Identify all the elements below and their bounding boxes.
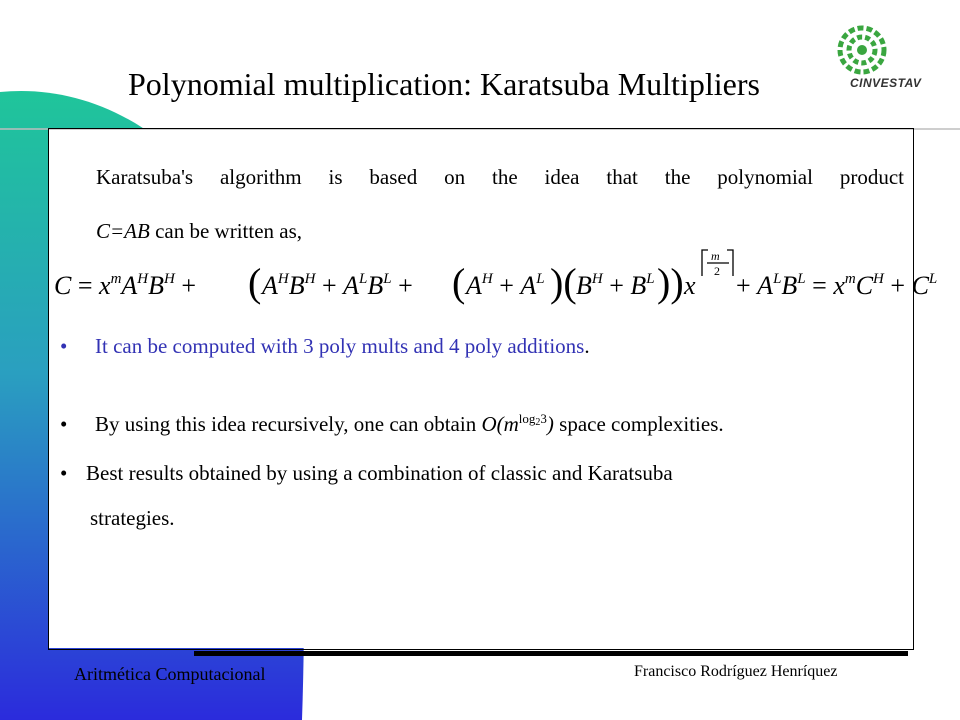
svg-text:BH + BL: $B^H + B^L$ (576, 271, 655, 300)
svg-text:)): )) (657, 260, 684, 305)
svg-text:AH + AL: $A^H + A^L$ (466, 271, 545, 300)
complexity-expression (481, 412, 553, 436)
gear-logo-icon (832, 20, 902, 82)
svg-text:x: x (684, 271, 696, 300)
intro-paragraph (96, 150, 904, 258)
bullet-recursive-prefix: By using this idea recursively, one can obtain (95, 412, 482, 436)
bullet-best-results-line2: strategies. (90, 506, 175, 530)
svg-text:)(: )( (550, 260, 577, 305)
slide-title: Polynomial multiplication: Karatsuba Multipliers (128, 66, 760, 102)
bullet-dot: • (60, 461, 68, 485)
footer-rule (194, 651, 908, 656)
intro-variable: C=AB (96, 219, 150, 243)
bullet-3-mults-period: . (584, 334, 590, 358)
bullet-recursive (60, 411, 724, 437)
footer-author: Francisco Rodríguez Henríquez (634, 663, 838, 680)
svg-text:(: ( (452, 260, 466, 305)
bullet-dot: • (60, 412, 68, 436)
cinvestav-logo (832, 20, 922, 100)
complexity-three: 3 (540, 411, 547, 426)
bullet-recursive-suffix: space complexities. (553, 412, 724, 436)
karatsuba-formula (52, 246, 938, 310)
complexity-log: log (518, 411, 536, 426)
complexity-base: 2 (535, 417, 541, 428)
svg-text:C = xmAHBH +: $C = x^mA^HB^H$ + (54, 271, 197, 300)
svg-text:(: ( (248, 260, 262, 305)
svg-text:+ ALBL = xmCH + CL: + $A^LB^L = x^mC^H + C^L$ (736, 271, 938, 300)
footer-course: Aritmética Computacional (74, 664, 266, 684)
svg-text:m: m (711, 249, 720, 263)
svg-text:AHBH + ALBL +: $A^HB^H + A^LB^L$ + (262, 271, 413, 300)
intro-line-2-text: can be written as, (149, 219, 303, 243)
complexity-O: O(m (481, 412, 519, 436)
bullet-best-results (60, 461, 673, 486)
bullet-dot: • (60, 334, 68, 358)
logo-text: CINVESTAV (850, 76, 922, 90)
bullet-3-mults (60, 334, 590, 359)
bullet-best-results-line1: Best results obtained by using a combination of classic and Karatsuba (86, 461, 673, 485)
intro-line-2 (96, 219, 302, 243)
intro-line-1: Karatsuba's algorithm is based on the idea that the polynomial product (96, 165, 904, 189)
svg-text:2: 2 (714, 264, 720, 278)
complexity-close: ) (546, 412, 554, 436)
bullet-3-mults-text: It can be computed with 3 poly mults and 4 poly additions (95, 334, 585, 358)
